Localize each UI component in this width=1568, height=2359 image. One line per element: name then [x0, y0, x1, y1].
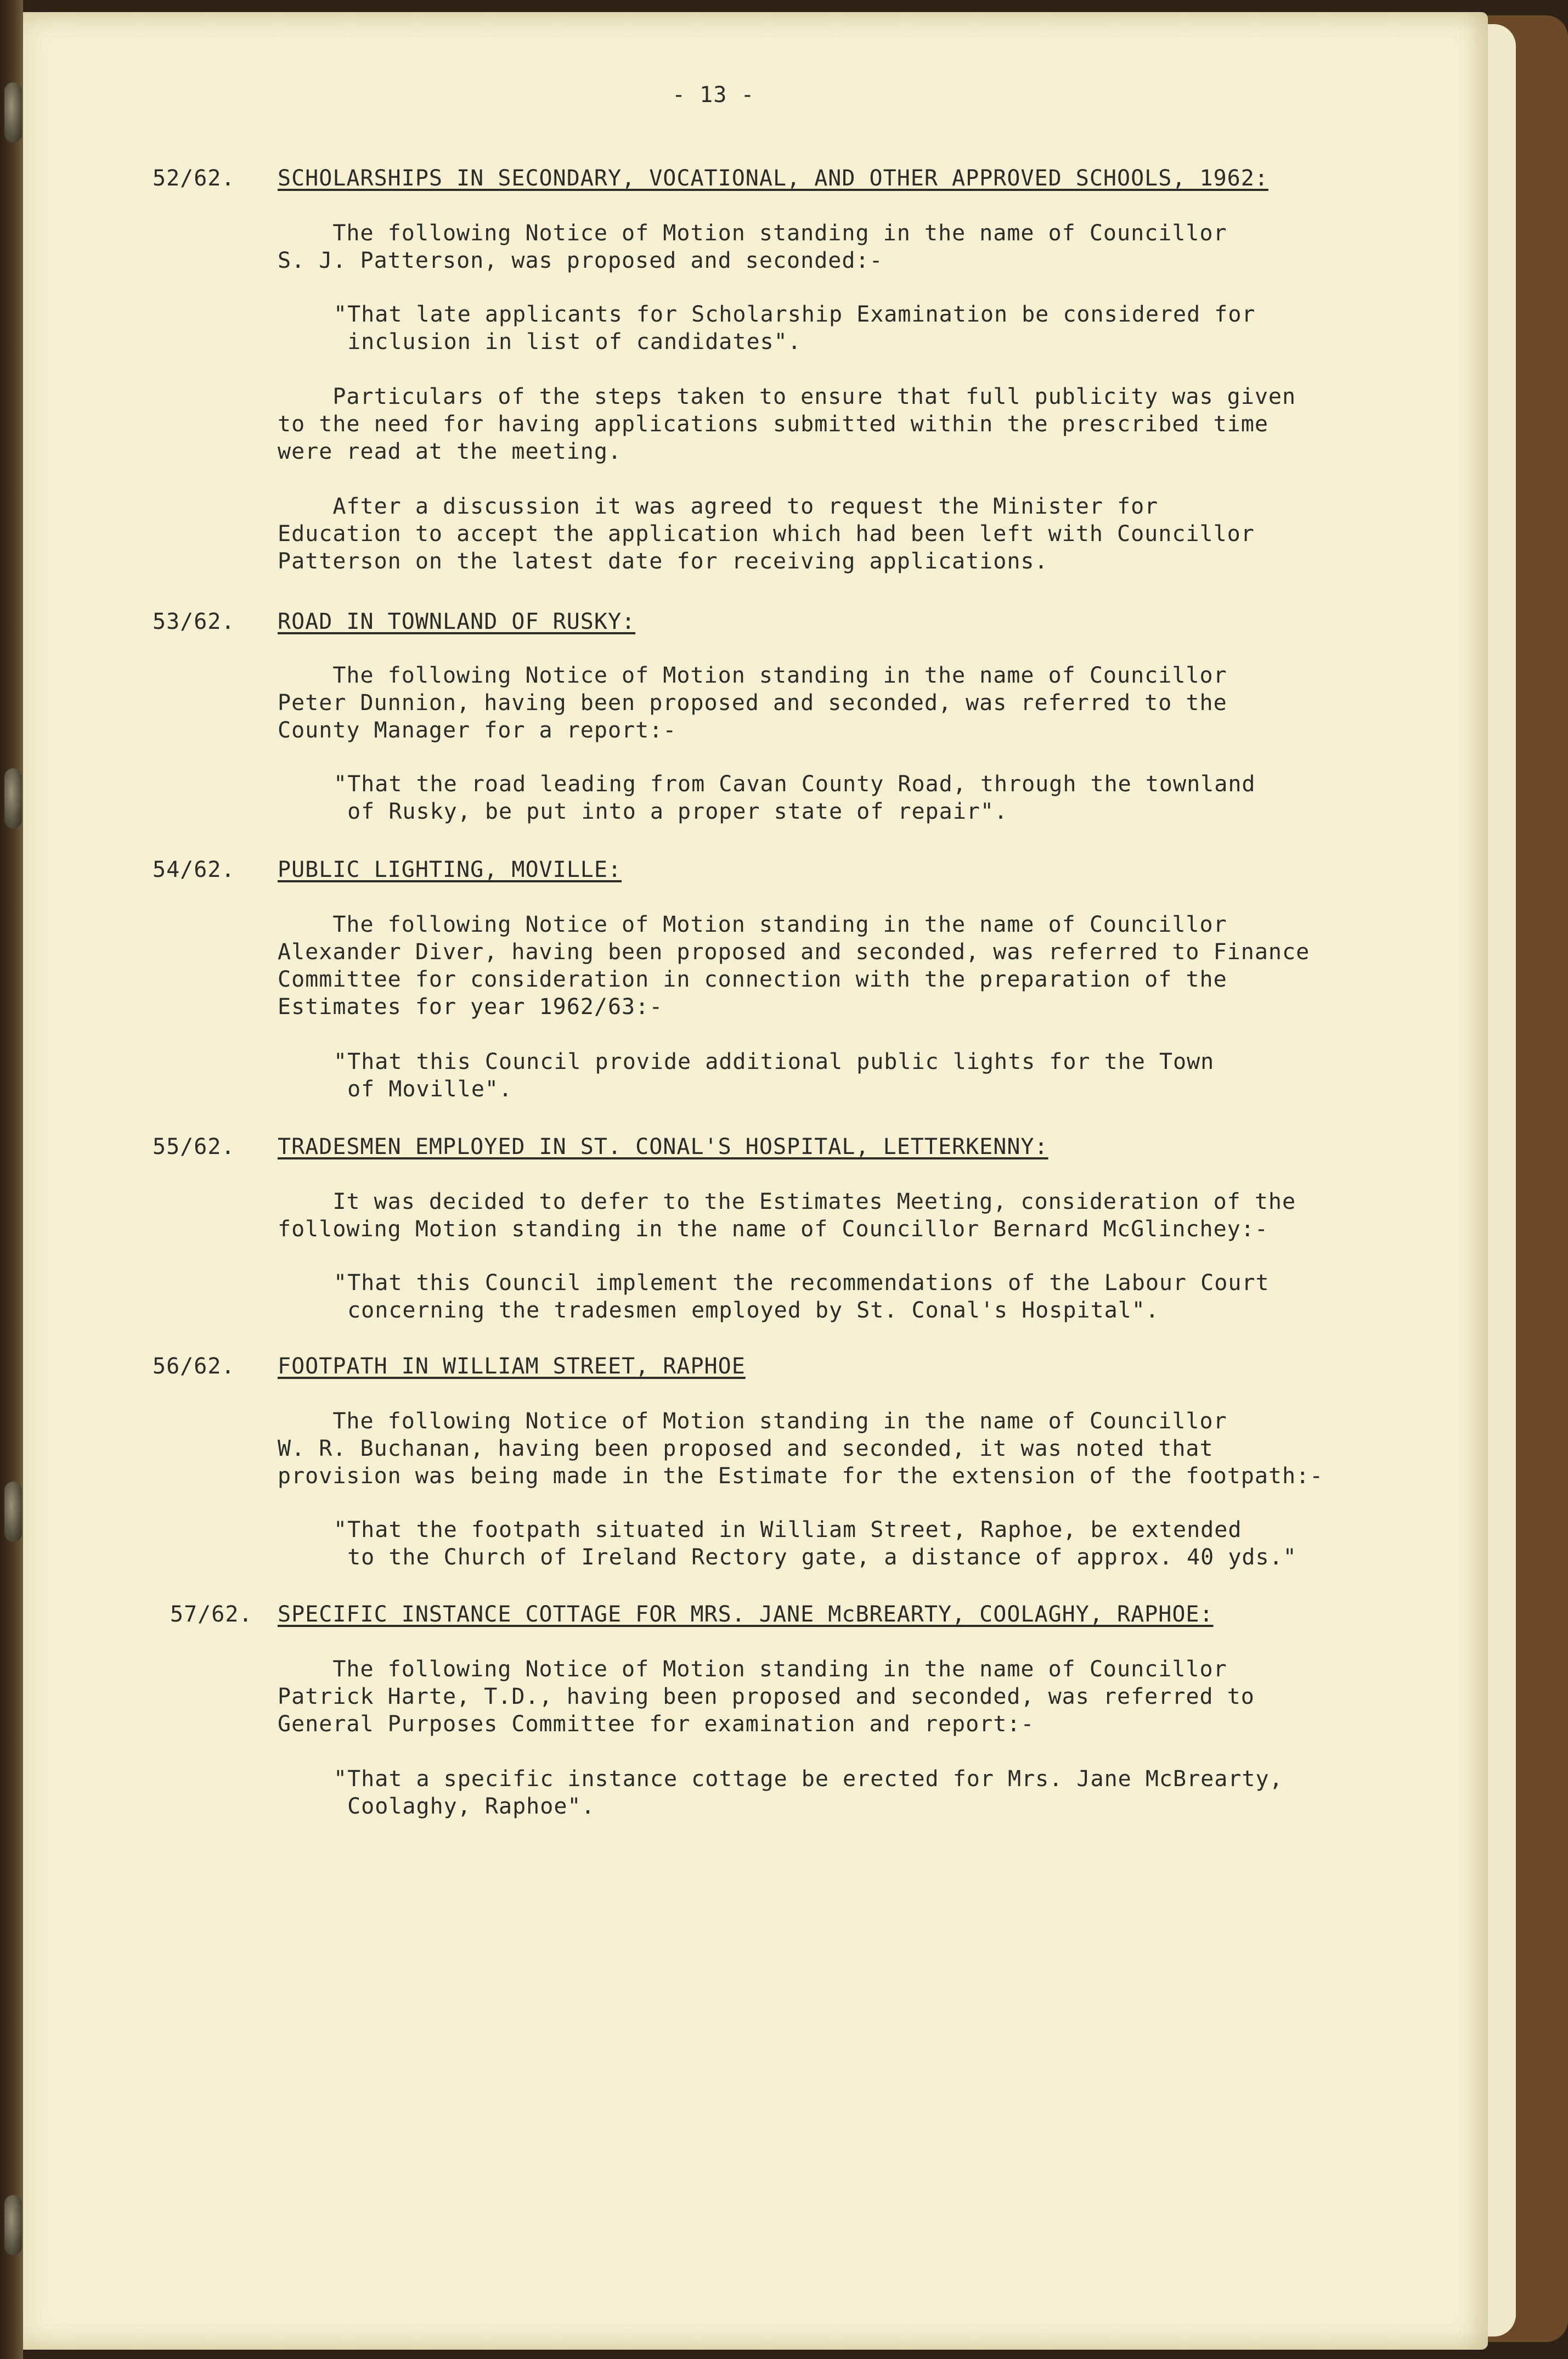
text-line: Committee for consideration in connection with the preparation of the	[278, 967, 1227, 992]
text-line: The following Notice of Motion standing in the name of Councillor	[278, 912, 1227, 937]
text-line: The following Notice of Motion standing in the name of Councillor	[278, 663, 1227, 688]
text-line: General Purposes Committee for examination and report:-	[278, 1711, 1035, 1737]
text-line: of Rusky, be put into a proper state of repair".	[334, 799, 1008, 824]
paragraph	[278, 662, 1227, 744]
paragraph	[278, 1188, 1296, 1243]
text-line: to the need for having applications submitted within the prescribed time	[278, 412, 1268, 437]
paragraph	[278, 219, 1227, 274]
text-line: Peter Dunnion, having been proposed and seconded, was referred to the	[278, 690, 1227, 716]
paragraph	[278, 493, 1255, 575]
text-line: "That this Council provide additional public lights for the Town	[334, 1049, 1215, 1074]
binding-ring	[4, 82, 22, 143]
paragraph	[278, 911, 1310, 1021]
text-line: W. R. Buchanan, having been proposed and seconded, it was noted that	[278, 1436, 1214, 1461]
binding-ring	[4, 1482, 22, 1542]
text-line: following Motion standing in the name of Councillor Bernard McGlinchey:-	[278, 1217, 1268, 1242]
motion-quote	[334, 301, 1256, 356]
item-number: 52/62.	[153, 166, 235, 191]
item-number: 57/62.	[170, 1602, 253, 1627]
text-line: After a discussion it was agreed to request the Minister for	[278, 494, 1159, 519]
paper-sheet	[7, 12, 1488, 2350]
text-line: The following Notice of Motion standing in the name of Councillor	[278, 1409, 1227, 1434]
binding-spine	[0, 0, 23, 2359]
text-line: County Manager for a report:-	[278, 718, 677, 743]
text-line: of Moville".	[334, 1077, 513, 1102]
text-line: S. J. Patterson, was proposed and seconded:-	[278, 248, 883, 273]
motion-quote	[334, 1765, 1283, 1820]
motion-quote	[334, 1516, 1297, 1571]
item-heading: SPECIFIC INSTANCE COTTAGE FOR MRS. JANE McBREARTY, COOLAGHY, RAPHOE:	[278, 1602, 1214, 1627]
text-line: The following Notice of Motion standing in the name of Councillor	[278, 221, 1227, 246]
text-line: provision was being made in the Estimate for the extension of the footpath:-	[278, 1463, 1324, 1489]
item-number: 55/62.	[153, 1134, 235, 1159]
text-line: were read at the meeting.	[278, 439, 622, 464]
item-heading: ROAD IN TOWNLAND OF RUSKY:	[278, 609, 636, 634]
item-number: 56/62.	[153, 1354, 235, 1379]
item-number: 53/62.	[153, 609, 235, 634]
text-line: It was decided to defer to the Estimates Meeting, consideration of the	[278, 1189, 1296, 1214]
text-line: "That the road leading from Cavan County Road, through the townland	[334, 772, 1256, 797]
text-line: Estimates for year 1962/63:-	[278, 994, 663, 1020]
item-number: 54/62.	[153, 857, 235, 882]
page-number: - 13 -	[672, 82, 755, 108]
text-line: The following Notice of Motion standing in the name of Councillor	[278, 1657, 1227, 1682]
text-line: Coolaghy, Raphoe".	[334, 1794, 595, 1819]
text-line: "That late applicants for Scholarship Examination be considered for	[334, 302, 1256, 327]
text-line: Patterson on the latest date for receiving applications.	[278, 549, 1048, 574]
binding-ring	[4, 2195, 22, 2255]
item-heading: TRADESMEN EMPLOYED IN ST. CONAL'S HOSPITAL, LETTERKENNY:	[278, 1134, 1048, 1159]
text-line: Patrick Harte, T.D., having been proposed and seconded, was referred to	[278, 1684, 1255, 1709]
text-line: Particulars of the steps taken to ensure that full publicity was given	[278, 384, 1296, 409]
text-line: "That this Council implement the recommendations of the Labour Court	[334, 1270, 1270, 1296]
paragraph	[278, 1656, 1255, 1738]
text-line: inclusion in list of candidates".	[334, 329, 802, 354]
item-heading: PUBLIC LIGHTING, MOVILLE:	[278, 857, 622, 882]
motion-quote	[334, 1048, 1214, 1103]
paragraph	[278, 383, 1296, 465]
text-line: "That the footpath situated in William Street, Raphoe, be extended	[334, 1517, 1242, 1542]
item-heading: SCHOLARSHIPS IN SECONDARY, VOCATIONAL, AND OTHER APPROVED SCHOOLS, 1962:	[278, 166, 1268, 191]
motion-quote	[334, 1269, 1270, 1324]
item-heading: FOOTPATH IN WILLIAM STREET, RAPHOE	[278, 1354, 746, 1379]
paragraph	[278, 1407, 1323, 1490]
text-line: to the Church of Ireland Rectory gate, a distance of approx. 40 yds."	[334, 1545, 1297, 1570]
text-line: "That a specific instance cottage be erected for Mrs. Jane McBrearty,	[334, 1766, 1283, 1792]
binding-ring	[4, 768, 22, 829]
text-line: Alexander Diver, having been proposed and seconded, was referred to Finance	[278, 939, 1310, 965]
text-line: concerning the tradesmen employed by St. Conal's Hospital".	[334, 1298, 1159, 1323]
text-line: Education to accept the application which had been left with Councillor	[278, 521, 1255, 547]
motion-quote	[334, 770, 1256, 825]
